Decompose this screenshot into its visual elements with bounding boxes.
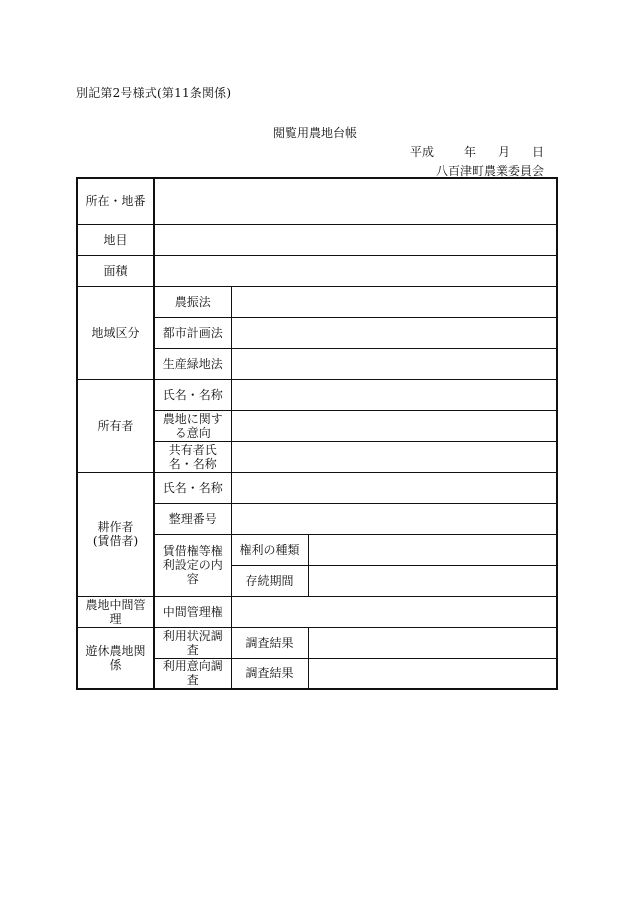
row-owner-1	[77, 379, 557, 410]
value-owner-name	[231, 379, 557, 410]
label-cultivator: 耕作者 (賃借者)	[77, 472, 154, 596]
value-result-1	[308, 627, 557, 658]
label-co-owner: 共有者氏名・名称	[154, 441, 231, 472]
label-right-type: 権利の種類	[231, 534, 308, 565]
value-result-2	[308, 658, 557, 689]
date-era: 平成	[409, 145, 434, 159]
value-cultivator-name	[231, 472, 557, 503]
value-co-owner	[231, 441, 557, 472]
label-zoning-green: 生産緑地法	[154, 348, 231, 379]
value-owner-intent	[231, 410, 557, 441]
document-title: 閲覧用農地台帳	[272, 126, 357, 140]
label-zoning-city: 都市計画法	[154, 317, 231, 348]
row-area	[77, 255, 557, 286]
label-cultivator-name: 氏名・名称	[154, 472, 231, 503]
label-intermediary: 農地中間管理	[77, 596, 154, 627]
row-intermediary	[77, 596, 557, 627]
label-land-category: 地目	[77, 224, 154, 255]
value-zoning-city	[231, 317, 557, 348]
label-result-1: 調査結果	[231, 627, 308, 658]
row-idle-1	[77, 627, 557, 658]
label-lease-content: 賃借権等権利設定の内容	[154, 534, 231, 596]
label-idle: 遊休農地関係	[77, 627, 154, 689]
value-intermediary-right	[231, 596, 557, 627]
label-intermediary-right: 中間管理権	[154, 596, 231, 627]
label-duration: 存続期間	[231, 565, 308, 596]
label-owner: 所有者	[77, 379, 154, 472]
label-location: 所在・地番	[77, 178, 154, 224]
label-zoning-agri: 農振法	[154, 286, 231, 317]
value-cultivator-number	[231, 503, 557, 534]
label-owner-intent: 農地に関する意向	[154, 410, 231, 441]
value-zoning-agri	[231, 286, 557, 317]
row-zoning-1	[77, 286, 557, 317]
label-cultivator-number: 整理番号	[154, 503, 231, 534]
date-line	[410, 143, 544, 160]
farmland-ledger-table	[76, 177, 558, 690]
committee-name: 八百津町農業委員会	[435, 164, 544, 178]
value-area	[154, 255, 557, 286]
label-intent-survey: 利用意向調査	[154, 658, 231, 689]
value-zoning-green	[231, 348, 557, 379]
row-land-category	[77, 224, 557, 255]
form-number: 別記第2号様式(第11条関係)	[76, 86, 232, 100]
label-area: 面積	[77, 255, 154, 286]
row-cultivator-1	[77, 472, 557, 503]
date-month: 月	[497, 145, 510, 159]
label-owner-name: 氏名・名称	[154, 379, 231, 410]
label-zoning: 地域区分	[77, 286, 154, 379]
date-year: 年	[463, 145, 476, 159]
value-land-category	[154, 224, 557, 255]
label-result-2: 調査結果	[231, 658, 308, 689]
date-day: 日	[531, 145, 544, 159]
value-right-type	[308, 534, 557, 565]
value-location	[154, 178, 557, 224]
label-usage-survey: 利用状況調査	[154, 627, 231, 658]
row-location	[77, 178, 557, 224]
value-duration	[308, 565, 557, 596]
